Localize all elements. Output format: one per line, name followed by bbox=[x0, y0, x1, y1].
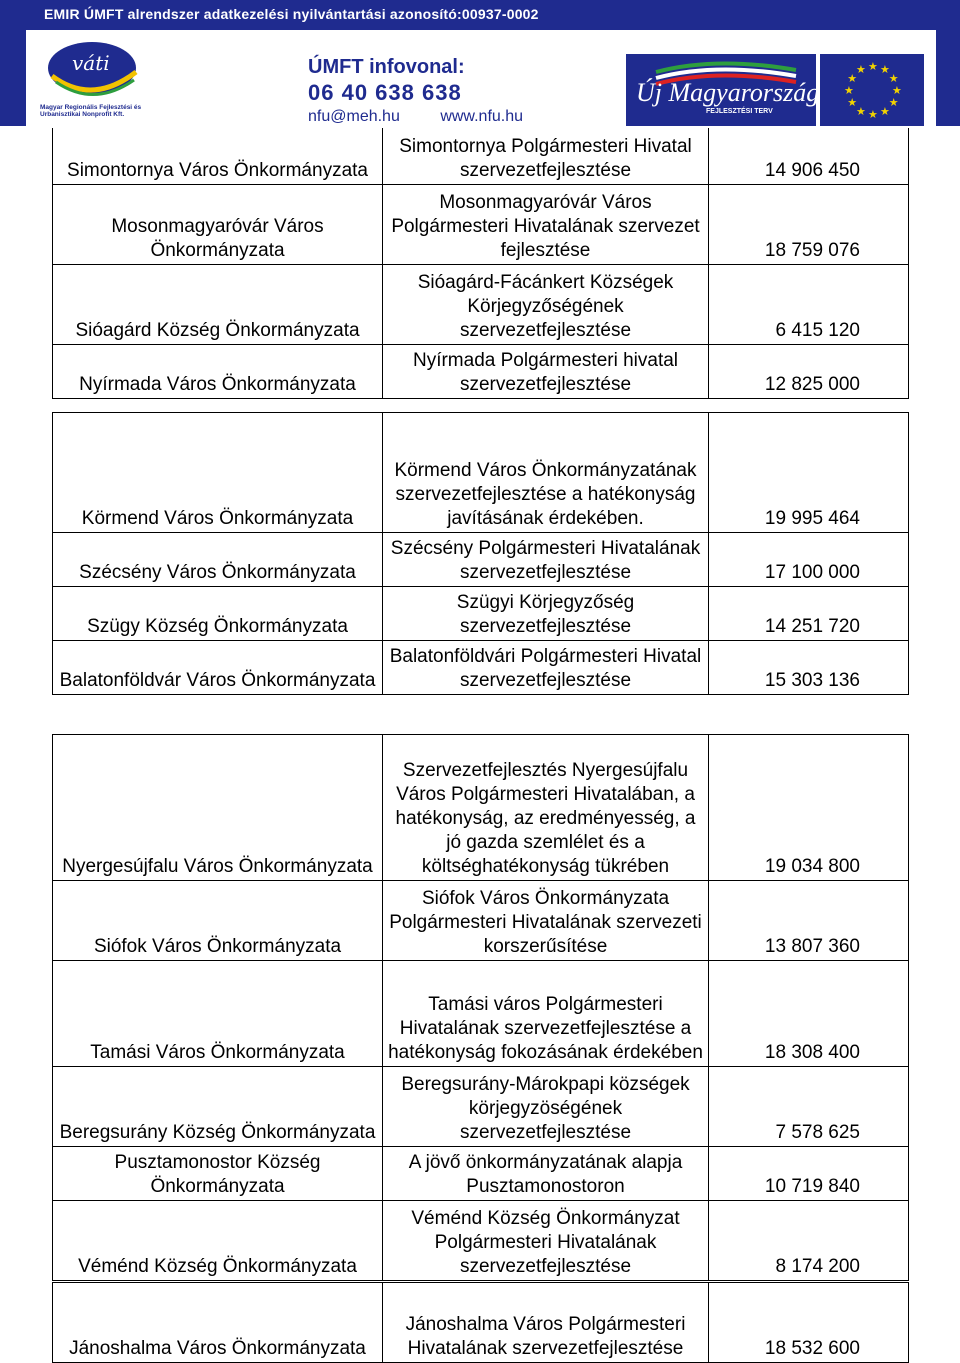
table-row bbox=[53, 960, 909, 1066]
eu-star-icon: ★ bbox=[844, 85, 854, 97]
table-row bbox=[53, 264, 909, 344]
organization-cell: Pusztamonostor Község Önkormányzata bbox=[53, 1146, 383, 1200]
gap-cell bbox=[53, 694, 383, 734]
left-blue-bar bbox=[0, 0, 26, 126]
amount-cell: 19 995 464 bbox=[709, 412, 909, 532]
organization-cell: Tamási Város Önkormányzata bbox=[53, 960, 383, 1066]
project-cell: Tamási város Polgármesteri Hivatalának szervezetfejlesztése a hatékonyság fokozásának érdekében bbox=[383, 960, 709, 1066]
eu-star-icon: ★ bbox=[880, 64, 890, 77]
project-cell: Véménd Község Önkormányzat Polgármesteri Hivatalának szervezetfejlesztése bbox=[383, 1200, 709, 1280]
eu-star-icon: ★ bbox=[868, 109, 878, 121]
table-row bbox=[53, 734, 909, 880]
project-cell: Simontornya Polgármesteri Hivatal szervezetfejlesztése bbox=[383, 128, 709, 184]
gap-cell bbox=[383, 398, 709, 412]
project-cell: Jánoshalma Város Polgármesteri Hivatalának szervezetfejlesztése bbox=[383, 1282, 709, 1362]
svg-text:váti: váti bbox=[72, 51, 110, 75]
eu-star-icon: ★ bbox=[856, 105, 866, 118]
fejlesztesi-terv-text: FEJLESZTÉSI TERV bbox=[706, 108, 773, 115]
contact-links bbox=[308, 108, 559, 126]
eu-star-icon: ★ bbox=[888, 97, 899, 109]
table-row bbox=[53, 1282, 909, 1362]
table-row bbox=[53, 128, 909, 184]
table-row bbox=[53, 640, 909, 694]
table-row bbox=[53, 412, 909, 532]
table-row bbox=[53, 586, 909, 640]
table-row bbox=[53, 1200, 909, 1280]
amount-cell: 14 906 450 bbox=[709, 128, 909, 184]
organization-cell: Simontornya Város Önkormányzata bbox=[53, 128, 383, 184]
amount-cell: 18 759 076 bbox=[709, 184, 909, 264]
project-cell: Sióagárd-Fácánkert Községek Körjegyzőségének szervezetfejlesztése bbox=[383, 264, 709, 344]
phone-number: 06 40 638 638 bbox=[308, 80, 462, 105]
amount-cell: 12 825 000 bbox=[709, 344, 909, 398]
organization-cell: Szécsény Város Önkormányzata bbox=[53, 532, 383, 586]
web-link[interactable]: www.nfu.hu bbox=[440, 108, 524, 125]
eu-star-icon: ★ bbox=[892, 85, 902, 97]
organization-cell: Mosonmagyaróvár Város Önkormányzata bbox=[53, 184, 383, 264]
page-header bbox=[0, 0, 960, 128]
eu-star-icon: ★ bbox=[847, 73, 858, 85]
table-row bbox=[53, 184, 909, 264]
project-cell: Körmend Város Önkormányzatának szervezetfejlesztése a hatékonyság javításának érdekében. bbox=[383, 412, 709, 532]
eu-star-icon: ★ bbox=[888, 73, 899, 85]
table-gap-row bbox=[53, 398, 909, 412]
amount-cell: 7 578 625 bbox=[709, 1066, 909, 1146]
organization-cell: Balatonföldvár Város Önkormányzata bbox=[53, 640, 383, 694]
amount-cell: 18 308 400 bbox=[709, 960, 909, 1066]
organization-cell: Szügy Község Önkormányzata bbox=[53, 586, 383, 640]
eu-star-icon: ★ bbox=[856, 64, 866, 77]
organization-cell: Nyírmada Város Önkormányzata bbox=[53, 344, 383, 398]
amount-cell: 17 100 000 bbox=[709, 532, 909, 586]
table-gap-row bbox=[53, 694, 909, 734]
email-link[interactable]: nfu@meh.hu bbox=[308, 108, 400, 125]
table-row bbox=[53, 880, 909, 960]
gap-cell bbox=[709, 398, 909, 412]
amount-cell: 19 034 800 bbox=[709, 734, 909, 880]
amount-cell: 6 415 120 bbox=[709, 264, 909, 344]
project-cell: Szécsény Polgármesteri Hivatalának szervezetfejlesztése bbox=[383, 532, 709, 586]
organization-cell: Sióagárd Község Önkormányzata bbox=[53, 264, 383, 344]
table-row bbox=[53, 532, 909, 586]
table-row bbox=[53, 1066, 909, 1146]
organization-cell: Nyergesújfalu Város Önkormányzata bbox=[53, 734, 383, 880]
organization-cell: Véménd Község Önkormányzata bbox=[53, 1200, 383, 1280]
organization-cell: Jánoshalma Város Önkormányzata bbox=[53, 1282, 383, 1362]
registration-id-text: EMIR ÚMFT alrendszer adatkezelési nyilvántartási azonosító:00937-0002 bbox=[44, 6, 539, 22]
gap-cell bbox=[383, 694, 709, 734]
project-cell: Balatonföldvári Polgármesteri Hivatal szervezetfejlesztése bbox=[383, 640, 709, 694]
grants-table bbox=[52, 128, 909, 1363]
project-cell: Nyírmada Polgármesteri hivatal szervezetfejlesztése bbox=[383, 344, 709, 398]
vati-caption: Magyar Regionális Fejlesztési és Urbanisztikai Nonprofit Kft. bbox=[40, 104, 142, 118]
project-cell: Siófok Város Önkormányzata Polgármesteri Hivatalának szervezeti korszerűsítése bbox=[383, 880, 709, 960]
amount-cell: 10 719 840 bbox=[709, 1146, 909, 1200]
gap-cell bbox=[53, 398, 383, 412]
right-blue-bar bbox=[936, 0, 960, 126]
table-row bbox=[53, 1146, 909, 1200]
eu-star-icon: ★ bbox=[880, 105, 890, 118]
project-cell: Mosonmagyaróvár Város Polgármesteri Hivatalának szervezet fejlesztése bbox=[383, 184, 709, 264]
amount-cell: 18 532 600 bbox=[709, 1282, 909, 1362]
project-cell: Beregsurány-Márokpapi községek körjegyzöségének szervezetfejlesztése bbox=[383, 1066, 709, 1146]
organization-cell: Siófok Város Önkormányzata bbox=[53, 880, 383, 960]
gap-cell bbox=[709, 694, 909, 734]
project-cell: Szügyi Körjegyzőség szervezetfejlesztése bbox=[383, 586, 709, 640]
organization-cell: Körmend Város Önkormányzata bbox=[53, 412, 383, 532]
uj-magyarorszag-text: Új Magyarország bbox=[636, 78, 820, 107]
eu-star-icon: ★ bbox=[847, 97, 858, 109]
amount-cell: 13 807 360 bbox=[709, 880, 909, 960]
project-cell: Szervezetfejlesztés Nyergesújfalu Város Polgármesteri Hivatalában, a hatékonyság, az eredményesség, a jó gazda szemlélet és a költséghatékonyság tükrében bbox=[383, 734, 709, 880]
eu-star-icon: ★ bbox=[868, 61, 878, 73]
eu-stars-icon bbox=[820, 54, 924, 126]
eu-flag bbox=[820, 54, 924, 126]
amount-cell: 8 174 200 bbox=[709, 1200, 909, 1280]
organization-cell: Beregsurány Község Önkormányzata bbox=[53, 1066, 383, 1146]
amount-cell: 15 303 136 bbox=[709, 640, 909, 694]
amount-cell: 14 251 720 bbox=[709, 586, 909, 640]
project-cell: A jövő önkormányzatának alapja Pusztamonostoron bbox=[383, 1146, 709, 1200]
infovonal-title: ÚMFT infovonal: bbox=[308, 56, 465, 78]
table-row bbox=[53, 344, 909, 398]
